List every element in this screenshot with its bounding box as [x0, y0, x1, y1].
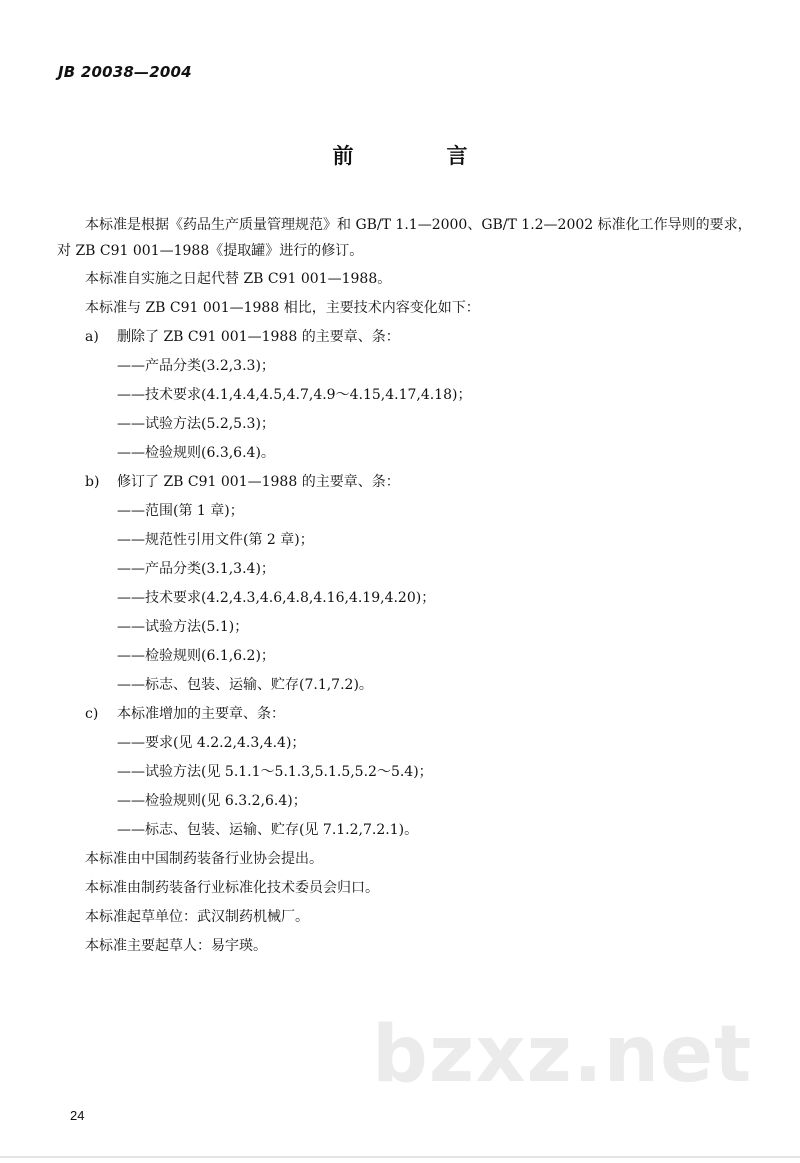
- list-item: ——规范性引用文件(第 2 章)；: [117, 532, 314, 548]
- list-item: ——试验方法(5.1)；: [117, 619, 249, 635]
- watermark: bzxz.net: [372, 1010, 753, 1100]
- list-item: ——要求(见 4.2.2,4.3,4.4)；: [117, 735, 306, 751]
- standard-number: JB 20038—2004: [58, 63, 192, 81]
- list-item: ——试验方法(见 5.1.1～5.1.3,5.1.5,5.2～5.4)；: [117, 764, 433, 780]
- closing-line: 本标准由制药装备行业标准化技术委员会归口。: [85, 880, 379, 896]
- section-tag: a): [85, 329, 99, 345]
- list-item: ——技术要求(4.1,4.4,4.5,4.7,4.9～4.15,4.17,4.18)；: [117, 387, 472, 403]
- list-item: ——技术要求(4.2,4.3,4.6,4.8,4.16,4.19,4.20)；: [117, 590, 436, 606]
- section-title: 本标准增加的主要章、条：: [117, 706, 285, 722]
- section-tag: c): [85, 706, 99, 722]
- section-tag: b): [85, 474, 100, 490]
- closing-line: 本标准由中国制药装备行业协会提出。: [85, 851, 323, 867]
- page-title: 前 言: [332, 144, 504, 168]
- intro-paragraph-3: 本标准与 ZB C91 001—1988 相比，主要技术内容变化如下：: [85, 300, 480, 316]
- list-item: ——检验规则(见 6.3.2,6.4)；: [117, 793, 307, 809]
- document-body: [57, 212, 757, 963]
- section-label: [57, 325, 757, 349]
- change-section-b: [57, 470, 757, 697]
- section-title: 修订了 ZB C91 001—1988 的主要章、条：: [117, 474, 400, 490]
- list-item: ——标志、包装、运输、贮存(7.1,7.2)。: [117, 677, 373, 693]
- page-number: 24: [70, 1108, 85, 1123]
- list-item: ——产品分类(3.1,3.4)；: [117, 561, 275, 577]
- list-item: ——产品分类(3.2,3.3)；: [117, 358, 275, 374]
- section-label: [57, 470, 757, 494]
- closing-line: 本标准起草单位：武汉制药机械厂。: [85, 909, 309, 925]
- list-item: ——范围(第 1 章)；: [117, 503, 244, 519]
- intro-paragraph-2: 本标准自实施之日起代替 ZB C91 001—1988。: [85, 271, 392, 287]
- list-item: ——检验规则(6.3,6.4)。: [117, 445, 275, 461]
- closing-line: 本标准主要起草人：易宇瑛。: [85, 938, 267, 954]
- list-item: ——试验方法(5.2,5.3)；: [117, 416, 275, 432]
- list-item: ——标志、包装、运输、贮存(见 7.1.2,7.2.1)。: [117, 822, 419, 838]
- intro-paragraph-1: 本标准是根据《药品生产质量管理规范》和 GB/T 1.1—2000、GB/T 1.2—2002 标准化工作导则的要求，对 ZB C91 001—1988《提取罐》进行的修订。: [57, 217, 752, 259]
- change-section-c: [57, 702, 757, 842]
- change-section-a: [57, 325, 757, 465]
- list-item: ——检验规则(6.1,6.2)；: [117, 648, 275, 664]
- section-title: 删除了 ZB C91 001—1988 的主要章、条：: [117, 329, 400, 345]
- bottom-edge: [0, 1156, 800, 1158]
- section-label: [57, 702, 757, 726]
